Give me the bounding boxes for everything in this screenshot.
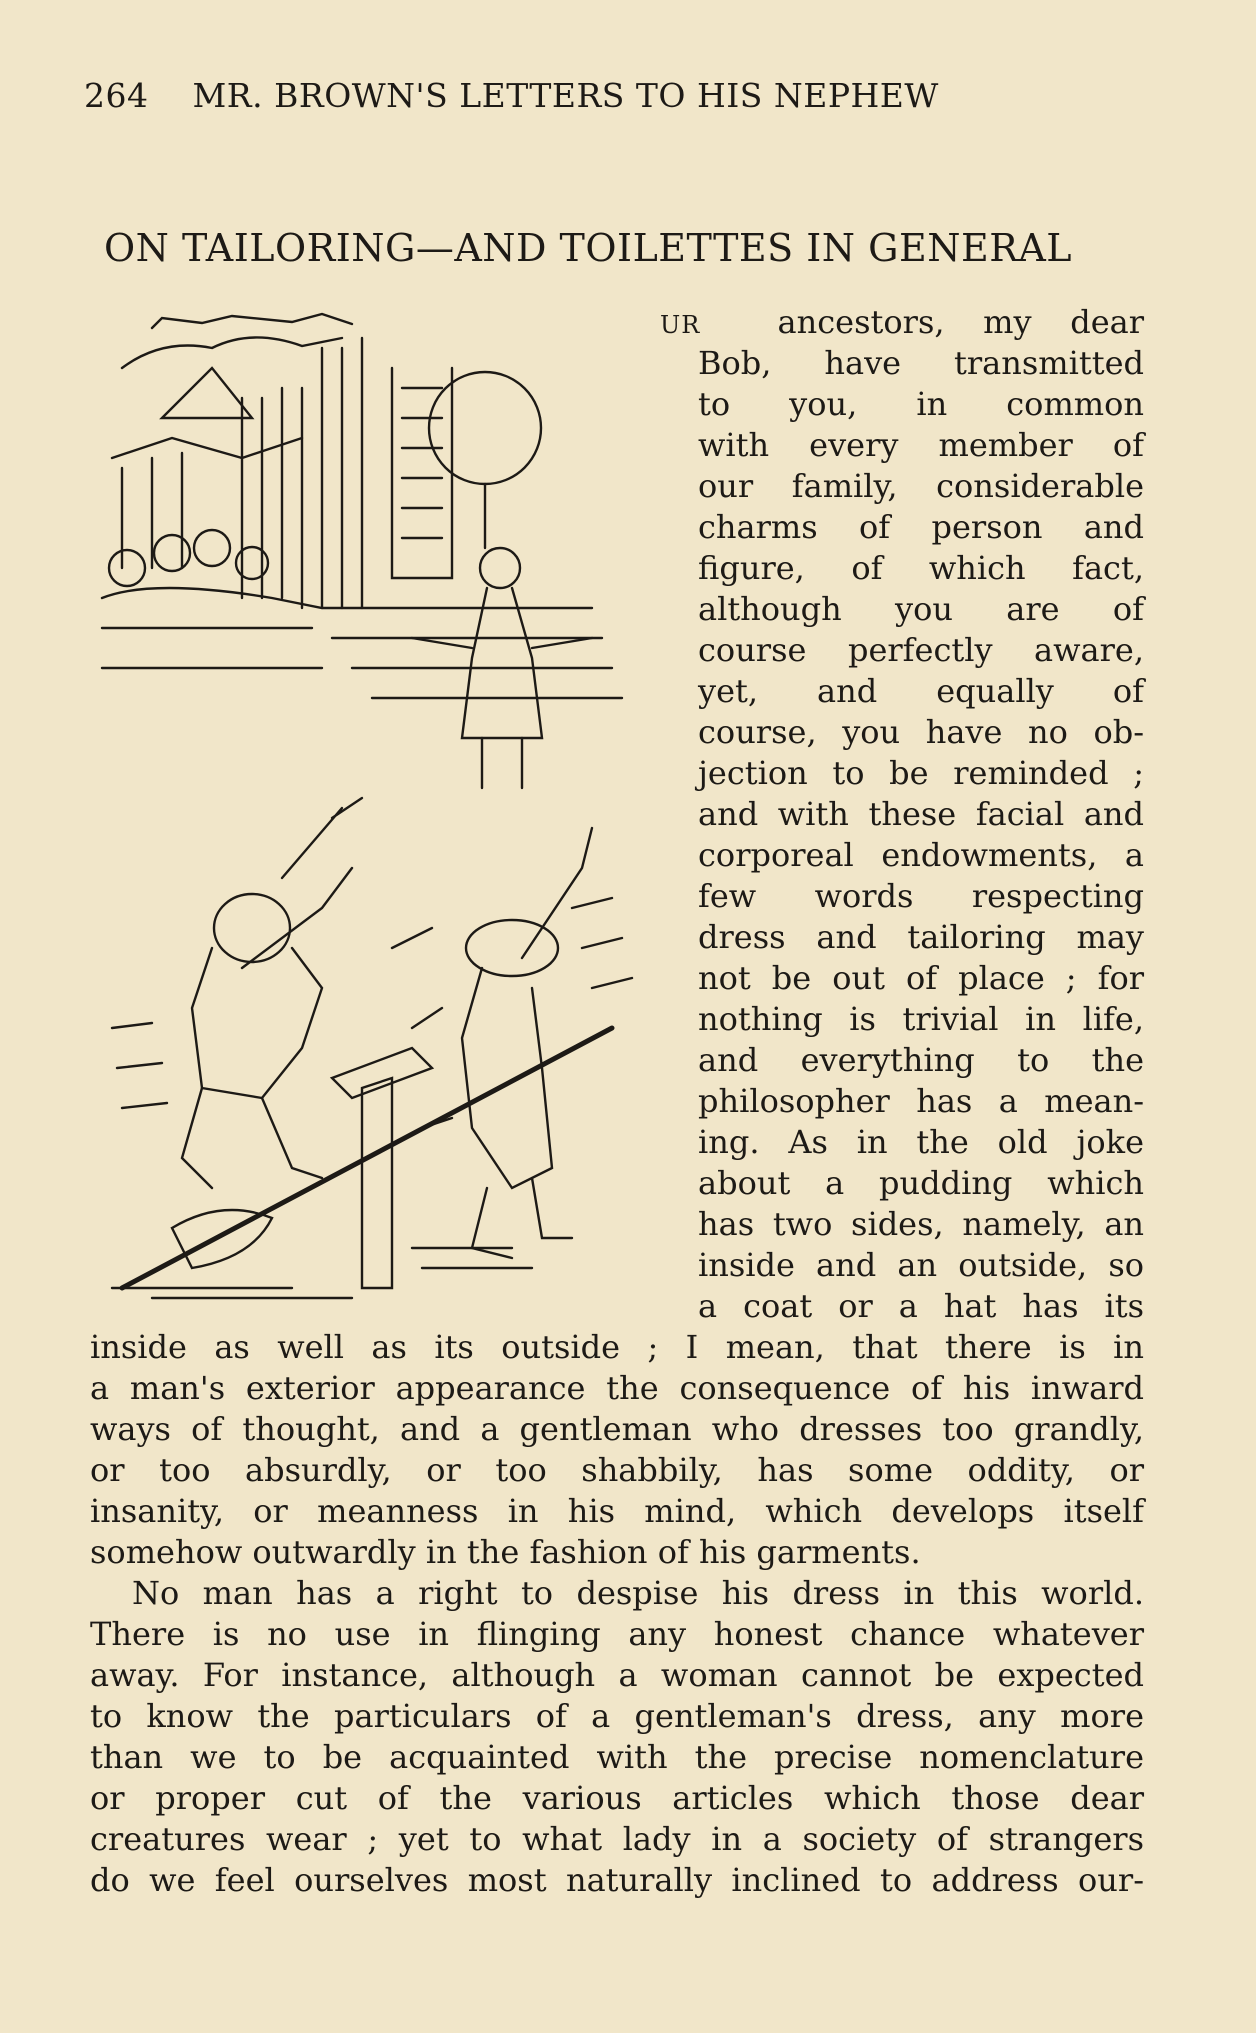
body-line: to know the particulars of a gentleman's dress, any more bbox=[90, 1697, 1144, 1735]
column-line: charms of person and bbox=[698, 508, 1144, 546]
body-line: No man has a right to despise his dress in this world. bbox=[132, 1574, 1144, 1612]
body-line: away. For instance, although a woman cannot be expected bbox=[90, 1656, 1144, 1694]
column-line: a coat or a hat has its bbox=[698, 1287, 1144, 1325]
body-line: There is no use in flinging any honest chance whatever bbox=[90, 1615, 1144, 1653]
column-line: nothing is trivial in life, bbox=[698, 1000, 1144, 1038]
column-line: not be out of place ; for bbox=[698, 959, 1144, 997]
column-line: Bob, have transmitted bbox=[698, 344, 1144, 382]
body-line: do we feel ourselves most naturally inclined to address our- bbox=[90, 1861, 1144, 1899]
column-line: jection to be reminded ; bbox=[698, 754, 1144, 792]
body-line: insanity, or meanness in his mind, which develops itself bbox=[90, 1492, 1144, 1530]
chapter-title: ON TAILORING—AND TOILETTES IN GENERAL bbox=[104, 226, 1072, 270]
running-head bbox=[84, 76, 1144, 115]
column-line: UR ancestors, my dear bbox=[660, 303, 1144, 341]
column-line: inside and an outside, so bbox=[698, 1246, 1144, 1284]
column-line: few words respecting bbox=[698, 877, 1144, 915]
column-line: yet, and equally of bbox=[698, 672, 1144, 710]
body-line: somehow outwardly in the fashion of his garments. bbox=[90, 1533, 921, 1571]
column-line: figure, of which fact, bbox=[698, 549, 1144, 587]
column-line: our family, considerable bbox=[698, 467, 1144, 505]
page-number: 264 bbox=[84, 76, 149, 115]
body-line: ways of thought, and a gentleman who dresses too grandly, bbox=[90, 1410, 1144, 1448]
column-line: to you, in common bbox=[698, 385, 1144, 423]
column-line: corporeal endowments, a bbox=[698, 836, 1144, 874]
column-line: although you are of bbox=[698, 590, 1144, 628]
column-line: and with these facial and bbox=[698, 795, 1144, 833]
column-line: about a pudding which bbox=[698, 1164, 1144, 1202]
dropcap-remainder: UR bbox=[660, 311, 701, 339]
body-line: inside as well as its outside ; I mean, that there is in bbox=[90, 1328, 1144, 1366]
column-line: dress and tailoring may bbox=[698, 918, 1144, 956]
column-line: has two sides, namely, an bbox=[698, 1205, 1144, 1243]
column-line: with every member of bbox=[698, 426, 1144, 464]
body-line: or too absurdly, or too shabbily, has some oddity, or bbox=[90, 1451, 1144, 1489]
column-line: ing. As in the old joke bbox=[698, 1123, 1144, 1161]
engraving-illustration bbox=[92, 308, 652, 1308]
column-line: course, you have no ob- bbox=[698, 713, 1144, 751]
body-line: a man's exterior appearance the consequence of his inward bbox=[90, 1369, 1144, 1407]
column-line: philosopher has a mean- bbox=[698, 1082, 1144, 1120]
body-line: creatures wear ; yet to what lady in a society of strangers bbox=[90, 1820, 1144, 1858]
column-line: and everything to the bbox=[698, 1041, 1144, 1079]
body-line: than we to be acquainted with the precise nomenclature bbox=[90, 1738, 1144, 1776]
body-line: or proper cut of the various articles which those dear bbox=[90, 1779, 1144, 1817]
running-title: MR. BROWN'S LETTERS TO HIS NEPHEW bbox=[192, 76, 939, 115]
column-line: course perfectly aware, bbox=[698, 631, 1144, 669]
